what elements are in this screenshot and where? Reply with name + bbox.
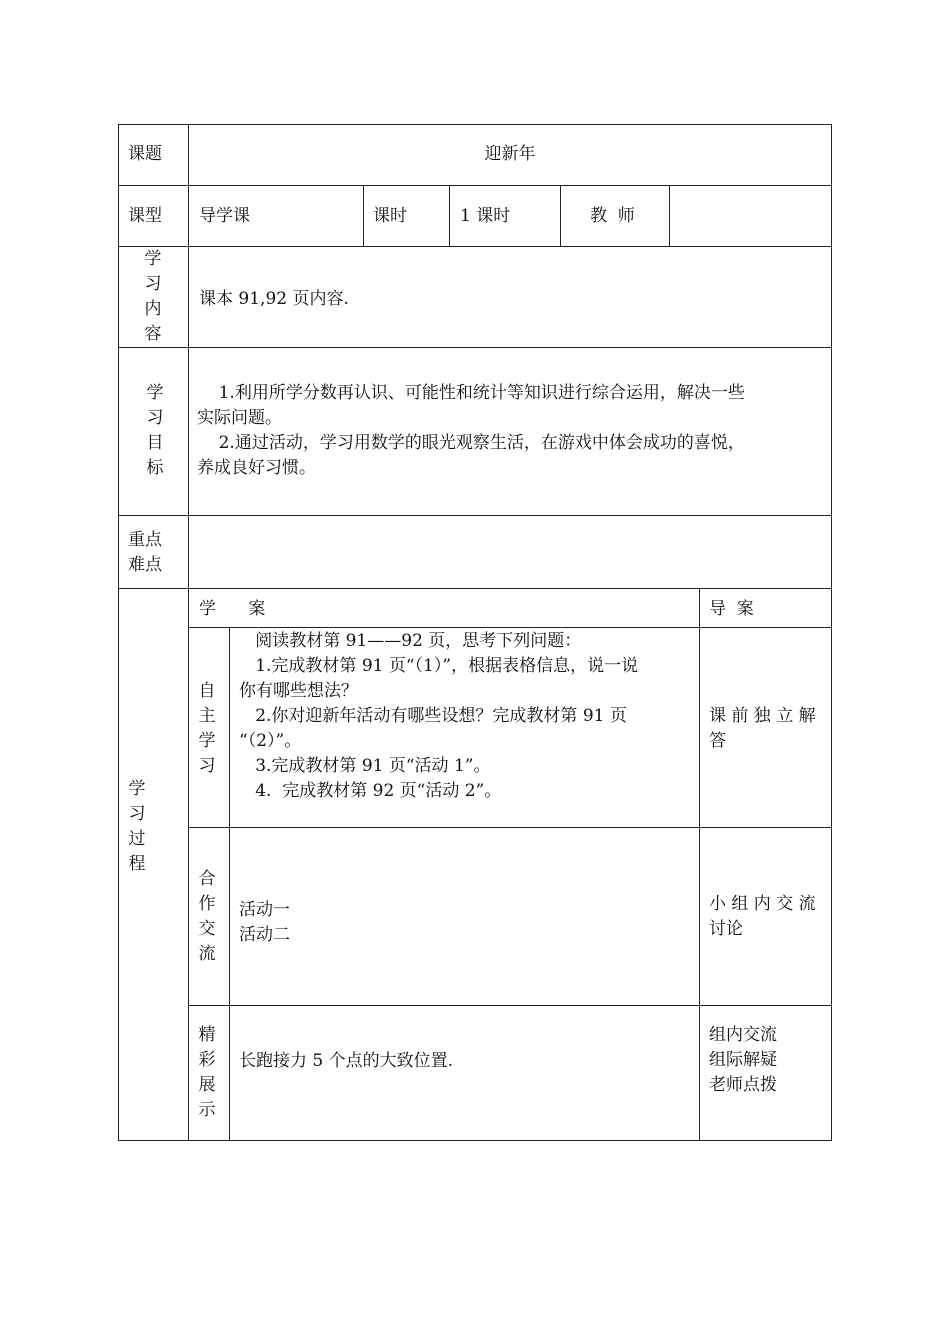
col-divider bbox=[669, 185, 670, 247]
goal-line: 实际问题。 bbox=[197, 408, 282, 428]
table-border-right bbox=[831, 124, 832, 1141]
type-value: 导学课 bbox=[199, 206, 250, 226]
key-points-label bbox=[128, 528, 162, 578]
row-divider bbox=[118, 347, 832, 348]
self-study-text bbox=[239, 629, 697, 804]
self-study-line: 4. 完成教材第 92 页“活动 2”。 bbox=[239, 781, 502, 801]
row-divider bbox=[118, 246, 832, 247]
col-divider bbox=[229, 627, 230, 1141]
table-border-left bbox=[118, 124, 119, 1141]
col-divider bbox=[560, 185, 561, 247]
self-study-label: 自 主 学 习 bbox=[198, 681, 216, 776]
self-study-line: 阅读教材第 91——92 页，思考下列问题： bbox=[239, 631, 582, 651]
self-study-line: “（2）”。 bbox=[239, 731, 302, 751]
showcase-text bbox=[239, 1049, 453, 1074]
type-label: 课型 bbox=[128, 206, 162, 226]
col-divider bbox=[363, 185, 364, 247]
goal-line: 2.通过活动，学习用数学的眼光观察生活，在游戏中体会成功的喜悦， bbox=[197, 433, 745, 453]
row-divider bbox=[188, 1005, 832, 1006]
guide-line: 小 组 内 交 流 bbox=[709, 894, 816, 914]
content-label: 学 习 内 容 bbox=[144, 249, 162, 344]
activity-line: 活动二 bbox=[239, 925, 290, 945]
table-border-top bbox=[118, 124, 832, 125]
showcase-line: 长跑接力 5 个点的大致位置. bbox=[239, 1051, 454, 1071]
self-study-guide bbox=[709, 704, 827, 754]
cooperation-label: 合 作 交 流 bbox=[198, 869, 216, 964]
cooperation-guide bbox=[709, 892, 827, 942]
col-divider bbox=[699, 588, 700, 1141]
row-divider bbox=[188, 827, 832, 828]
topic-label: 课题 bbox=[128, 144, 162, 164]
guide-line: 课 前 独 立 解 bbox=[709, 706, 816, 726]
row-divider bbox=[118, 515, 832, 516]
activity-line: 活动一 bbox=[239, 900, 290, 920]
self-study-line: 2.你对迎新年活动有哪些设想？完成教材第 91 页 bbox=[239, 706, 627, 726]
self-study-line: 3.完成教材第 91 页“活动 1”。 bbox=[239, 756, 491, 776]
goal-line: 养成良好习惯。 bbox=[197, 458, 316, 478]
guide-line: 答 bbox=[709, 731, 726, 751]
row-divider bbox=[118, 185, 832, 186]
row-divider bbox=[188, 627, 832, 628]
col-divider bbox=[449, 185, 450, 247]
hours-value: 1 课时 bbox=[460, 206, 511, 226]
study-plan-header: 学 案 bbox=[199, 599, 266, 619]
key-points-label-line: 重点 bbox=[128, 530, 162, 550]
guide-plan-header: 导 案 bbox=[709, 599, 754, 619]
guide-line: 组际解疑 bbox=[709, 1050, 777, 1070]
guide-line: 讨论 bbox=[709, 919, 743, 939]
showcase-label: 精 彩 展 示 bbox=[198, 1025, 216, 1120]
cooperation-text bbox=[239, 898, 290, 948]
self-study-line: 你有哪些想法？ bbox=[239, 681, 358, 701]
row-divider bbox=[118, 588, 832, 589]
content-value: 课本 91,92 页内容. bbox=[199, 289, 349, 309]
guide-line: 老师点拨 bbox=[709, 1075, 777, 1095]
teacher-label: 教 师 bbox=[590, 206, 635, 226]
guide-line: 组内交流 bbox=[709, 1025, 777, 1045]
hours-label: 课时 bbox=[373, 206, 407, 226]
topic-value: 迎新年 bbox=[484, 144, 536, 164]
key-points-label-line: 难点 bbox=[128, 555, 162, 575]
goals-text bbox=[197, 381, 827, 481]
col-divider bbox=[188, 124, 189, 1141]
self-study-line: 1.完成教材第 91 页“（1）”，根据表格信息，说一说 bbox=[239, 656, 639, 676]
goal-line: 1.利用所学分数再认识、可能性和统计等知识进行综合运用，解决一些 bbox=[197, 383, 745, 403]
showcase-guide bbox=[709, 1023, 827, 1098]
table-border-bottom bbox=[118, 1140, 832, 1141]
goals-label: 学 习 目 标 bbox=[146, 383, 164, 478]
process-label: 学 习 过 程 bbox=[128, 779, 146, 874]
